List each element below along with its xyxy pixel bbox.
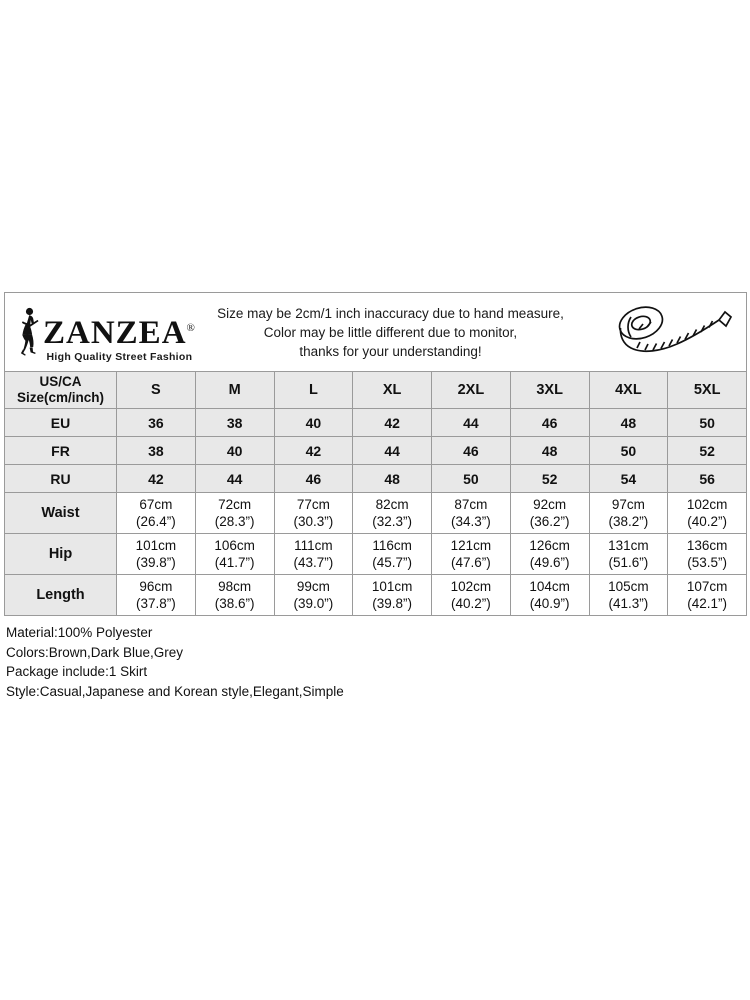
waist-2xl-inch: (34.3”) (450, 514, 491, 529)
size-chart-container (4, 292, 746, 701)
product-details (4, 623, 746, 701)
brand-logo (5, 293, 196, 371)
waist-l-cm: 77cm (296, 497, 330, 512)
row-label-ru: RU (5, 465, 117, 493)
size-header-s: S (117, 372, 196, 409)
table-row-fr (5, 437, 747, 465)
eu-l: 40 (274, 409, 353, 437)
waist-2xl-cm: 87cm (454, 497, 488, 512)
waist-3xl-inch: (36.2”) (529, 514, 570, 529)
hip-2xl-cm: 121cm (450, 538, 492, 553)
length-5xl-cm: 107cm (686, 579, 728, 594)
size-header-2xl: 2XL (432, 372, 511, 409)
length-2xl (432, 575, 511, 616)
product-package: Package include:1 Skirt (6, 664, 148, 679)
registered-mark-icon: ® (186, 322, 196, 334)
waist-s-cm: 67cm (139, 497, 173, 512)
waist-l (274, 493, 353, 534)
ru-xl: 48 (353, 465, 432, 493)
fr-s: 38 (117, 437, 196, 465)
row-label-fr: FR (5, 437, 117, 465)
chart-banner-row (5, 293, 747, 372)
ru-m: 44 (195, 465, 274, 493)
hip-xl-cm: 116cm (372, 538, 412, 553)
waist-xl (353, 493, 432, 534)
table-row-ru (5, 465, 747, 493)
table-row-waist (5, 493, 747, 534)
waist-xl-cm: 82cm (375, 497, 409, 512)
fr-m: 40 (195, 437, 274, 465)
row-label-eu: EU (5, 409, 117, 437)
ru-3xl: 52 (510, 465, 589, 493)
length-4xl (589, 575, 668, 616)
eu-xl: 42 (353, 409, 432, 437)
table-row-eu (5, 409, 747, 437)
length-5xl-inch: (42.1”) (687, 596, 727, 611)
hip-s-cm: 101cm (135, 538, 177, 553)
length-5xl (668, 575, 747, 616)
corner-label-line2: Size(cm/inch) (16, 390, 105, 405)
hip-4xl-inch: (51.6”) (608, 555, 649, 570)
hip-5xl-cm: 136cm (686, 538, 728, 553)
waist-m (195, 493, 274, 534)
length-l-cm: 99cm (296, 579, 330, 594)
length-l (274, 575, 353, 616)
eu-5xl: 50 (668, 409, 747, 437)
woman-silhouette-icon (11, 306, 45, 363)
disclaimer-line-2: Color may be little different due to monitor, (263, 324, 518, 340)
eu-3xl: 46 (510, 409, 589, 437)
row-label-hip: Hip (5, 534, 117, 575)
ru-l: 46 (274, 465, 353, 493)
length-3xl (510, 575, 589, 616)
measurement-disclaimer (185, 304, 596, 361)
hip-3xl (510, 534, 589, 575)
waist-l-inch: (30.3”) (293, 514, 334, 529)
waist-3xl (510, 493, 589, 534)
brand-tagline: High Quality Street Fashion (46, 351, 193, 363)
hip-3xl-cm: 126cm (529, 538, 570, 553)
fr-l: 42 (274, 437, 353, 465)
fr-5xl: 52 (668, 437, 747, 465)
fr-2xl: 46 (432, 437, 511, 465)
fr-3xl: 48 (510, 437, 589, 465)
ru-5xl: 56 (668, 465, 747, 493)
hip-4xl (589, 534, 668, 575)
table-row-length (5, 575, 747, 616)
eu-4xl: 48 (589, 409, 668, 437)
fr-xl: 44 (353, 437, 432, 465)
ru-4xl: 54 (589, 465, 668, 493)
corner-header-cell (5, 372, 117, 409)
hip-m-cm: 106cm (214, 538, 255, 553)
waist-m-cm: 72cm (218, 497, 252, 512)
waist-4xl-inch: (38.2”) (608, 514, 649, 529)
length-4xl-cm: 105cm (608, 579, 649, 594)
disclaimer-line-3: thanks for your understanding! (299, 343, 482, 359)
length-xl-inch: (39.8”) (372, 596, 412, 611)
hip-m-inch: (41.7”) (214, 555, 255, 570)
size-header-row (5, 372, 747, 409)
waist-xl-inch: (32.3”) (372, 514, 412, 529)
length-2xl-inch: (40.2”) (450, 596, 491, 611)
chart-banner-cell (5, 293, 747, 372)
hip-m (195, 534, 274, 575)
waist-m-inch: (28.3”) (214, 514, 255, 529)
size-chart-table (4, 292, 747, 616)
ru-s: 42 (117, 465, 196, 493)
product-material: Material:100% Polyester (6, 625, 153, 640)
size-header-5xl: 5XL (668, 372, 747, 409)
length-l-inch: (39.0”) (293, 596, 334, 611)
hip-s (117, 534, 196, 575)
waist-4xl (589, 493, 668, 534)
length-s (117, 575, 196, 616)
table-row-hip (5, 534, 747, 575)
waist-s-inch: (26.4”) (135, 514, 176, 529)
disclaimer-line-1: Size may be 2cm/1 inch inaccuracy due to hand measure, (217, 305, 564, 321)
waist-4xl-cm: 97cm (611, 497, 645, 512)
hip-s-inch: (39.8”) (135, 555, 176, 570)
hip-xl (353, 534, 432, 575)
length-3xl-cm: 104cm (529, 579, 570, 594)
fr-4xl: 50 (589, 437, 668, 465)
size-header-4xl: 4XL (589, 372, 668, 409)
size-header-xl: XL (353, 372, 432, 409)
length-m-inch: (38.6”) (214, 596, 255, 611)
eu-m: 38 (195, 409, 274, 437)
waist-5xl (668, 493, 747, 534)
hip-l-cm: 111cm (294, 538, 333, 553)
size-header-3xl: 3XL (510, 372, 589, 409)
length-m-cm: 98cm (218, 579, 252, 594)
hip-5xl-inch: (53.5”) (687, 555, 727, 570)
size-header-l: L (274, 372, 353, 409)
product-style: Style:Casual,Japanese and Korean style,Elegant,Simple (6, 683, 344, 699)
product-colors: Colors:Brown,Dark Blue,Grey (6, 644, 184, 660)
length-xl-cm: 101cm (371, 579, 413, 594)
waist-3xl-cm: 92cm (533, 497, 567, 512)
eu-2xl: 44 (432, 409, 511, 437)
length-s-inch: (37.8”) (135, 596, 176, 611)
brand-logo-text (43, 317, 196, 363)
hip-2xl (432, 534, 511, 575)
hip-4xl-cm: 131cm (608, 538, 649, 553)
waist-s (117, 493, 196, 534)
hip-xl-inch: (45.7”) (372, 555, 412, 570)
waist-2xl (432, 493, 511, 534)
measuring-tape-icon (596, 301, 746, 363)
hip-3xl-inch: (49.6”) (529, 555, 570, 570)
length-xl (353, 575, 432, 616)
row-label-waist: Waist (5, 493, 117, 534)
hip-l-inch: (43.7”) (293, 555, 334, 570)
brand-name: ZANZEA® (43, 315, 196, 351)
eu-s: 36 (117, 409, 196, 437)
length-2xl-cm: 102cm (450, 579, 492, 594)
waist-5xl-inch: (40.2”) (687, 514, 727, 529)
waist-5xl-cm: 102cm (686, 497, 728, 512)
hip-5xl (668, 534, 747, 575)
length-m (195, 575, 274, 616)
length-4xl-inch: (41.3”) (608, 596, 649, 611)
chart-banner (5, 293, 746, 371)
size-header-m: M (195, 372, 274, 409)
hip-2xl-inch: (47.6”) (450, 555, 491, 570)
ru-2xl: 50 (432, 465, 511, 493)
hip-l (274, 534, 353, 575)
length-s-cm: 96cm (139, 579, 173, 594)
length-3xl-inch: (40.9”) (529, 596, 570, 611)
corner-label-line1: US/CA (39, 374, 82, 389)
row-label-length: Length (5, 575, 117, 616)
